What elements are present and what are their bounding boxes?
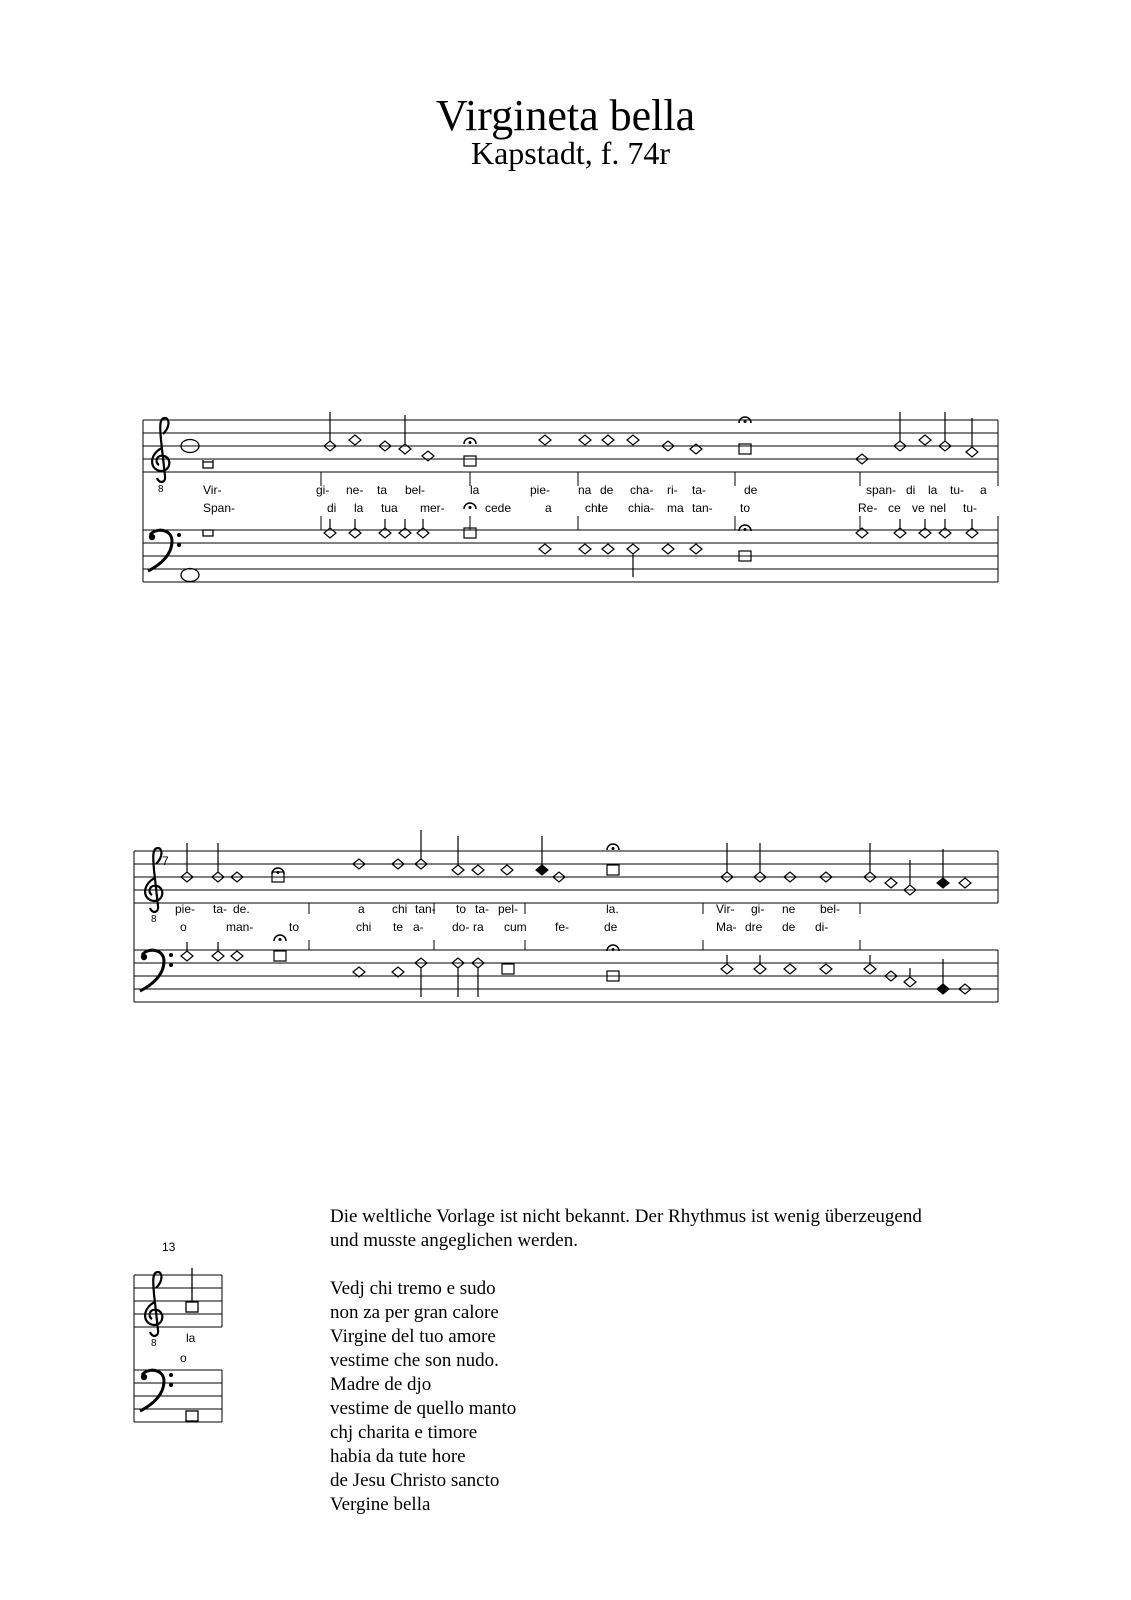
semibreve-note — [959, 878, 971, 888]
lyric-syllable: tua — [381, 501, 398, 515]
poem-line: habia da tute hore — [330, 1446, 466, 1467]
semibreve-note — [919, 435, 931, 445]
lyric-syllable: tu- — [950, 483, 965, 497]
lyric-syllable: chi — [585, 501, 601, 515]
lyric-syllable: bel- — [820, 902, 841, 916]
lyric-syllable: dre — [745, 920, 763, 934]
measure-number: 7 — [162, 854, 169, 868]
semibreve-note — [904, 977, 916, 987]
semibreve-note — [627, 435, 639, 445]
fermata-icon — [607, 844, 619, 850]
semibreve-note — [937, 878, 949, 888]
lyric-syllable: Span- — [203, 501, 236, 515]
poem-line: de Jesu Christo sancto — [330, 1470, 500, 1491]
lyric-syllable: ta- — [213, 902, 228, 916]
lyrics-verse-2 — [203, 501, 977, 515]
lyric-syllable: de. — [233, 902, 250, 916]
semibreve-note — [212, 951, 224, 961]
lyric-syllable: la. — [606, 902, 619, 916]
lyric-syllable: man- — [226, 920, 254, 934]
breve-note — [607, 865, 619, 875]
measure-number: 13 — [162, 1240, 176, 1254]
lyric-syllable: nel — [930, 501, 947, 515]
fermata-icon — [272, 868, 284, 874]
fermata-icon — [274, 935, 286, 941]
lyric-syllable: cha- — [630, 483, 654, 497]
semibreve-note — [690, 544, 702, 554]
poem-line: Madre de djo — [330, 1374, 432, 1395]
fermata-icon — [464, 503, 476, 509]
notes-group — [181, 830, 971, 997]
poem-line: Virgine del tuo amore — [330, 1326, 496, 1347]
semibreve-note — [181, 951, 193, 961]
lyric-syllable: ra — [473, 920, 484, 934]
poem-line: vestime de quello manto — [330, 1398, 517, 1419]
poem-line: Vergine bella — [330, 1494, 431, 1515]
lyric-syllable: ve — [912, 501, 925, 515]
fermata-icon — [464, 438, 476, 444]
semibreve-note — [536, 865, 548, 875]
lyric-syllable: to — [740, 501, 751, 515]
lyric-syllable: Vir- — [716, 902, 735, 916]
bass-clef — [140, 950, 173, 991]
lyric-syllable: di — [327, 501, 337, 515]
lyric-syllable: la — [928, 483, 938, 497]
treble-clef — [145, 1272, 162, 1336]
lyrics-verse-1 — [175, 902, 840, 916]
semibreve-note — [472, 865, 484, 875]
ligature-semibreve — [181, 569, 199, 582]
bass-clef — [148, 530, 181, 571]
lyric-syllable: de — [782, 920, 796, 934]
lyric-syllable: pie- — [175, 902, 196, 916]
source-subtitle: Kapstadt, f. 74r — [470, 135, 671, 171]
lyric-syllable: gi- — [751, 902, 765, 916]
lyric-syllable: tan- — [415, 902, 436, 916]
lyric-syllable: cum — [504, 920, 527, 934]
semibreve-note — [937, 984, 949, 994]
semibreve-note — [452, 865, 464, 875]
lyric-syllable: pel- — [498, 902, 519, 916]
lyric-syllable: di- — [815, 920, 829, 934]
lyric-syllable: la — [186, 1331, 196, 1345]
lyric-syllable: ta- — [475, 902, 490, 916]
lyric-syllable: la — [470, 483, 480, 497]
lyric-syllable: mer- — [420, 501, 445, 515]
semibreve-note — [231, 951, 243, 961]
semibreve-note — [539, 435, 551, 445]
semibreve-note — [579, 435, 591, 445]
lyric-syllable: ne — [782, 902, 796, 916]
breve-note — [186, 1411, 198, 1421]
lyric-syllable: tan- — [692, 501, 713, 515]
lyric-syllable: span- — [866, 483, 897, 497]
lyric-syllable: di — [906, 483, 916, 497]
lyric-syllable: de — [604, 920, 618, 934]
poem-text — [330, 1277, 930, 1517]
lyrics-verse-1 — [203, 483, 987, 497]
lyric-syllable: chia- — [628, 501, 655, 515]
semibreve-note — [602, 435, 614, 445]
lyric-syllable: ce — [888, 501, 901, 515]
lyric-syllable: de — [600, 483, 614, 497]
semibreve-note — [754, 964, 766, 974]
octave-mark: 8 — [151, 914, 157, 925]
semibreve-note — [966, 447, 978, 457]
lyric-syllable: tu- — [963, 501, 978, 515]
system-2 — [134, 830, 998, 1002]
semibreve-note — [820, 964, 832, 974]
lyric-syllable: ma — [667, 501, 684, 515]
octave-mark: 8 — [158, 484, 164, 495]
octave-mark: 8 — [151, 1338, 157, 1349]
lyric-syllable: gi- — [316, 483, 330, 497]
semibreve-note — [349, 435, 361, 445]
poem-line: non za per gran calore — [330, 1302, 499, 1323]
lyric-syllable: to — [456, 902, 467, 916]
lyric-syllable: Re- — [858, 501, 878, 515]
semibreve-note — [501, 865, 513, 875]
breve-note — [186, 1302, 198, 1312]
lyric-syllable: ta — [377, 483, 388, 497]
commentary-text: Die weltliche Vorlage ist nicht bekannt. Der Rhythmus ist wenig überzeugend und musste angeglichen werden. — [330, 1206, 922, 1251]
semibreve-note — [864, 964, 876, 974]
lyric-syllable: a — [358, 902, 365, 916]
lyric-syllable: a — [980, 483, 987, 497]
lyric-syllable: o — [180, 1351, 187, 1365]
piece-title: Virgineta bella — [435, 91, 696, 140]
lyric-syllable: pie- — [530, 483, 551, 497]
bass-clef — [140, 1370, 173, 1411]
lyric-syllable: la — [354, 501, 364, 515]
breve-note — [502, 964, 514, 974]
semibreve-note — [662, 544, 674, 554]
lyric-syllable: o — [180, 920, 187, 934]
treble-clef — [145, 848, 162, 912]
system-3 — [134, 1240, 222, 1422]
semibreve-note — [602, 544, 614, 554]
lyric-syllable: ne- — [346, 483, 364, 497]
lyric-syllable: na — [578, 483, 592, 497]
lyric-syllable: bel- — [405, 483, 426, 497]
breve-note — [464, 456, 476, 466]
lyric-syllable: te — [598, 501, 609, 515]
lyric-syllable: te — [393, 920, 404, 934]
semibreve-note — [627, 544, 639, 554]
semibreve-note — [784, 964, 796, 974]
semibreve-note — [885, 878, 897, 888]
lyric-syllable: a — [545, 501, 552, 515]
lyric-syllable: to — [289, 920, 300, 934]
poem-line: chj charita e timore — [330, 1422, 478, 1443]
lyric-syllable: chi — [356, 920, 372, 934]
lyric-syllable: de — [744, 483, 758, 497]
lyric-syllable: cede — [485, 501, 512, 515]
poem-line: Vedj chi tremo e sudo — [330, 1278, 496, 1299]
lyric-syllable: chi — [392, 902, 408, 916]
lyric-syllable: a- — [413, 920, 424, 934]
lyric-syllable: Vir- — [203, 483, 222, 497]
poem-line: vestime che son nudo. — [330, 1350, 499, 1371]
lyrics-verse-2 — [180, 920, 828, 934]
system-1 — [143, 412, 998, 582]
lyric-syllable: ta- — [692, 483, 707, 497]
lyric-syllable: do- — [452, 920, 470, 934]
breve-note — [274, 951, 286, 961]
commentary-block — [330, 1205, 930, 1517]
lyric-syllable: fe- — [555, 920, 570, 934]
semibreve-note — [539, 544, 551, 554]
lyric-syllable: ri- — [667, 483, 678, 497]
semibreve-note — [579, 544, 591, 554]
lyric-syllable: Ma- — [716, 920, 737, 934]
semibreve-note — [721, 964, 733, 974]
